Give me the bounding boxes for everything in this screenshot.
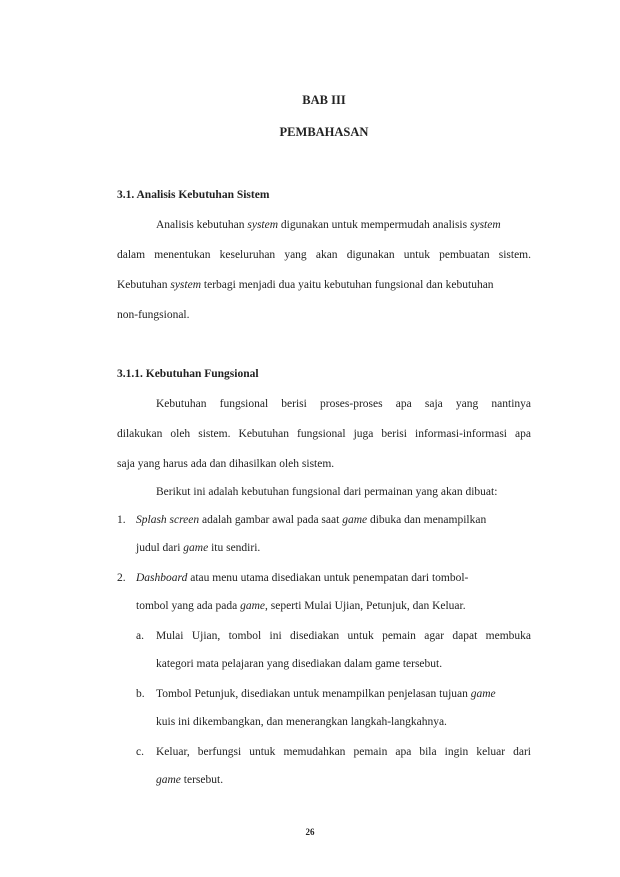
list-item: Splash screen adalah gambar awal pada saat game dibuka dan menampilkan: [136, 514, 487, 526]
chapter-subtitle: PEMBAHASAN: [279, 125, 369, 139]
paragraph-line: Analisis kebutuhan system digunakan untuk mempermudah analisis system: [156, 219, 501, 231]
sublist-item: Tombol Petunjuk, disediakan untuk menampilkan penjelasan tujuan game: [156, 688, 496, 700]
list-item: tombol yang ada pada game, seperti Mulai Ujian, Petunjuk, dan Keluar.: [136, 600, 466, 612]
subsection-heading: 3.1.1. Kebutuhan Fungsional: [117, 368, 259, 380]
sublist-letter: a.: [136, 630, 144, 642]
list-item: judul dari game itu sendiri.: [136, 542, 261, 554]
sublist-letter: c.: [136, 746, 144, 758]
sublist-item: Keluar, berfungsi untuk memudahkan pemain apa bila ingin keluar dari: [156, 746, 531, 758]
paragraph-line: dalam menentukan keseluruhan yang akan digunakan untuk pembuatan sistem.: [117, 249, 531, 261]
list-number: 1.: [117, 514, 126, 526]
sublist-item: kuis ini dikembangkan, dan menerangkan langkah-langkahnya.: [156, 716, 447, 728]
list-number: 2.: [117, 572, 126, 584]
paragraph-line: saja yang harus ada dan dihasilkan oleh sistem.: [117, 458, 335, 470]
list-item: Dashboard atau menu utama disediakan untuk penempatan dari tombol-: [136, 572, 469, 584]
section-heading: 3.1. Analisis Kebutuhan Sistem: [117, 189, 270, 201]
paragraph-line: Kebutuhan fungsional berisi proses-proses apa saja yang nantinya: [156, 398, 531, 410]
sublist-item: Mulai Ujian, tombol ini disediakan untuk pemain agar dapat membuka: [156, 630, 531, 642]
paragraph-line: Kebutuhan system terbagi menjadi dua yaitu kebutuhan fungsional dan kebutuhan: [117, 279, 494, 291]
paragraph-line: non-fungsional.: [117, 309, 190, 321]
sublist-letter: b.: [136, 688, 145, 700]
paragraph-line: Berikut ini adalah kebutuhan fungsional dari permainan yang akan dibuat:: [156, 486, 498, 498]
sublist-item: kategori mata pelajaran yang disediakan dalam game tersebut.: [156, 658, 443, 670]
page-number: 26: [305, 827, 315, 837]
paragraph-line: dilakukan oleh sistem. Kebutuhan fungsional juga berisi informasi-informasi apa: [117, 428, 531, 440]
sublist-item: game tersebut.: [156, 774, 224, 786]
chapter-title: BAB III: [302, 93, 346, 107]
